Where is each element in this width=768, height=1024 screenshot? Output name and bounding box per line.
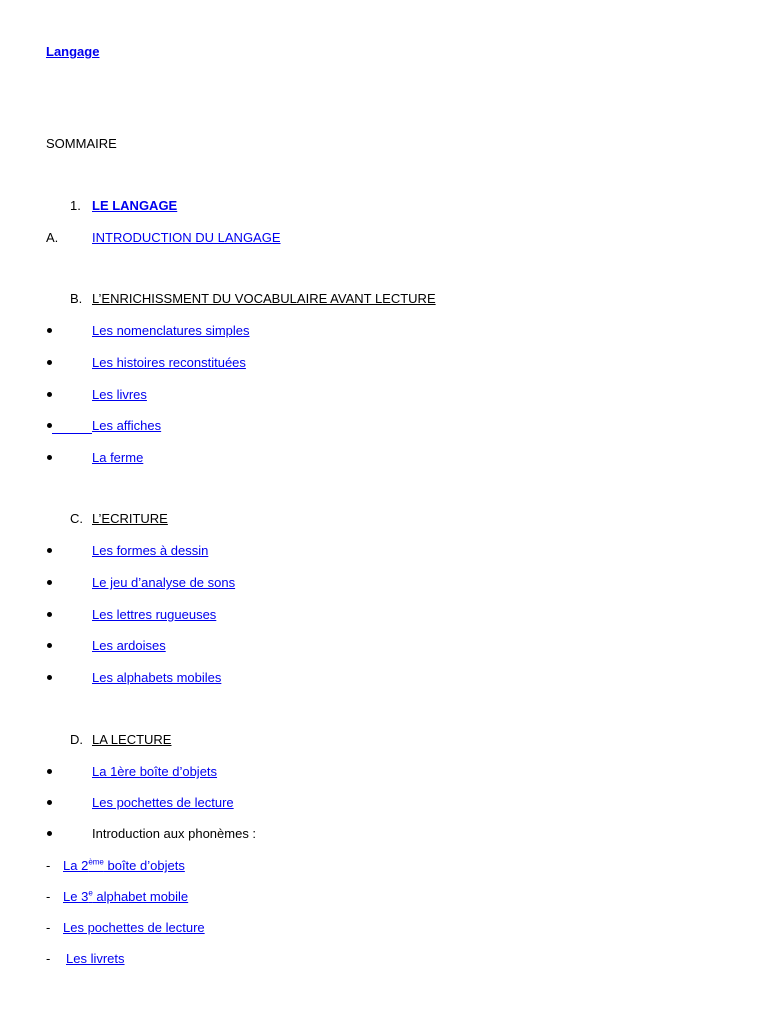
section-c-letter: C. bbox=[70, 511, 83, 526]
toc-link-livrets[interactable]: Les livrets bbox=[66, 951, 125, 966]
toc-link-ardoises[interactable]: Les ardoises bbox=[92, 638, 166, 653]
bullet-icon bbox=[47, 675, 52, 680]
toc-link-alphabets-mobiles[interactable]: Les alphabets mobiles bbox=[92, 670, 222, 685]
bullet-icon bbox=[47, 612, 52, 617]
toc-link-nomenclatures[interactable]: Les nomenclatures simples bbox=[92, 323, 250, 338]
toc-link-lettres-rugueuses[interactable]: Les lettres rugueuses bbox=[92, 607, 217, 622]
toc-link-analyse-sons[interactable]: Le jeu d’analyse de sons bbox=[92, 575, 236, 590]
toc-link-premiere-boite[interactable]: La 1ère boîte d’objets bbox=[92, 764, 218, 779]
section-c-heading: L’ECRITURE bbox=[92, 511, 168, 526]
section-b-letter: B. bbox=[70, 291, 83, 306]
phonemes-label: Introduction aux phonèmes : bbox=[92, 826, 257, 841]
sommaire-heading: SOMMAIRE bbox=[46, 136, 117, 151]
underline-gap bbox=[52, 433, 92, 434]
sub-item-1-sup: ème bbox=[88, 857, 104, 867]
section-1-number: 1. bbox=[70, 198, 81, 213]
sub-item-2-pre: Le 3 bbox=[63, 889, 89, 904]
section-d-heading: LA LECTURE bbox=[92, 732, 172, 747]
dash-marker: - bbox=[46, 889, 51, 904]
toc-link-introduction[interactable]: INTRODUCTION DU LANGAGE bbox=[92, 230, 281, 245]
section-a-letter: A. bbox=[46, 230, 59, 245]
bullet-icon bbox=[47, 831, 52, 836]
bullet-icon bbox=[47, 392, 52, 397]
dash-marker: - bbox=[46, 858, 51, 873]
toc-link-pochettes-lecture-2[interactable]: Les pochettes de lecture bbox=[63, 920, 205, 935]
bullet-icon bbox=[47, 328, 52, 333]
section-d-letter: D. bbox=[70, 732, 83, 747]
toc-link-pochettes-lecture[interactable]: Les pochettes de lecture bbox=[92, 795, 234, 810]
bullet-icon bbox=[47, 643, 52, 648]
toc-link-livres[interactable]: Les livres bbox=[92, 387, 147, 402]
toc-link-histoires[interactable]: Les histoires reconstituées bbox=[92, 355, 246, 370]
section-b-heading: L’ENRICHISSMENT DU VOCABULAIRE AVANT LECTURE bbox=[92, 291, 436, 306]
sub-item-1-pre: La 2 bbox=[63, 858, 89, 873]
dash-marker: - bbox=[46, 951, 51, 966]
toc-link-le-langage[interactable]: LE LANGAGE bbox=[92, 198, 178, 213]
bullet-icon bbox=[47, 548, 52, 553]
bullet-icon bbox=[47, 360, 52, 365]
bullet-icon bbox=[47, 769, 52, 774]
toc-link-formes-dessin[interactable]: Les formes à dessin bbox=[92, 543, 209, 558]
toc-link-affiches[interactable]: Les affiches bbox=[92, 418, 162, 433]
bullet-icon bbox=[47, 423, 52, 428]
toc-link-deuxieme-boite[interactable] bbox=[63, 858, 185, 874]
sub-item-1-post: boîte d’objets bbox=[103, 858, 185, 873]
sub-item-2-sup: e bbox=[88, 888, 93, 898]
bullet-icon bbox=[47, 800, 52, 805]
sub-item-2-post: alphabet mobile bbox=[92, 889, 189, 904]
toc-link-ferme[interactable]: La ferme bbox=[92, 450, 144, 465]
header-title-link[interactable]: Langage bbox=[46, 44, 100, 59]
toc-link-troisieme-alphabet[interactable] bbox=[63, 889, 188, 905]
dash-marker: - bbox=[46, 920, 51, 935]
bullet-icon bbox=[47, 455, 52, 460]
bullet-icon bbox=[47, 580, 52, 585]
